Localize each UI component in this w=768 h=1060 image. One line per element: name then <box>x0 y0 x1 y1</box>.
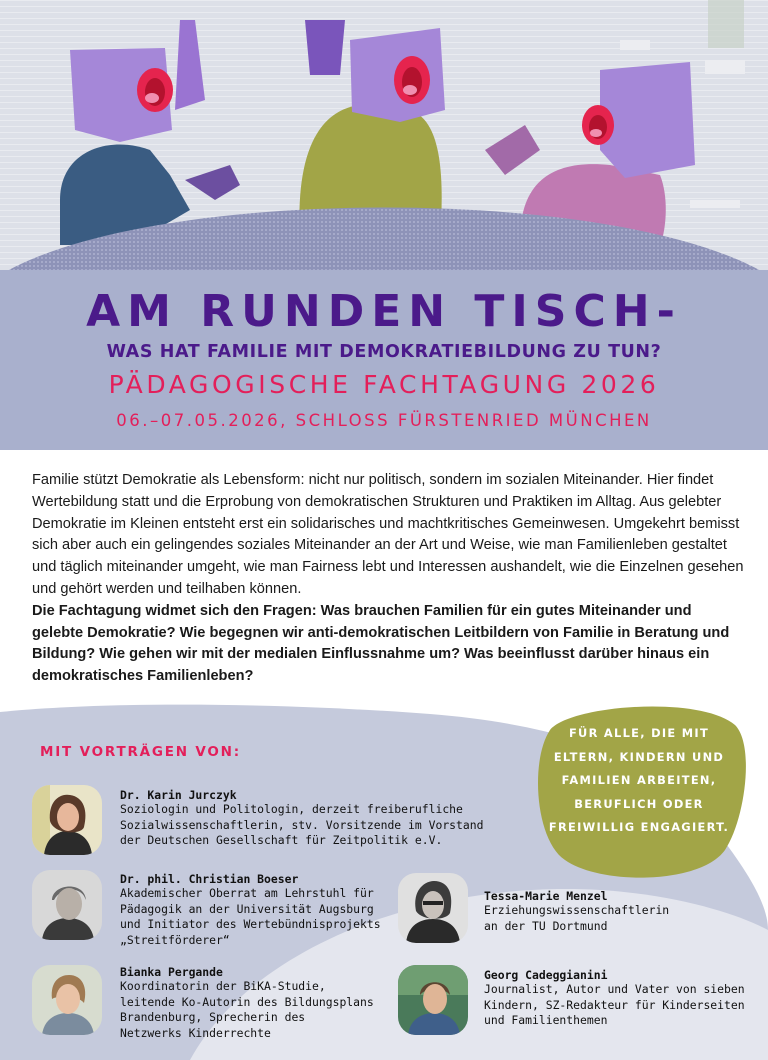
title-band <box>0 270 768 450</box>
round-table-illustration <box>0 0 768 300</box>
intro-questions: Die Fachtagung widmet sich den Fragen: Was brauchen Familien für ein gutes Miteinander und gelebte Demokratie? Wie begegnen wir anti-demokratischen Leitbildern von Familie in Beratung und Bildung? Wie gehen wir mit der medialen Einflussnahme um? Was beeinflusst darüber hinaus ein demokratisches Familienleben? <box>32 602 730 685</box>
hero-illustration <box>0 0 768 300</box>
intro-text <box>32 470 744 688</box>
speaker-name: Tessa-Marie Menzel <box>484 889 608 903</box>
speaker-description: Akademischer Oberrat am Lehrstuhl für Pädagogik an der Universität Augsburg und Initiator des Wertebündnisprojekts „Streitförderer“ <box>120 886 381 947</box>
avatar-karin-jurczyk <box>32 785 102 855</box>
sub-title: WAS HAT FAMILIE MIT DEMOKRATIEBILDUNG ZU TUN? <box>106 342 662 362</box>
audience-badge <box>530 700 748 880</box>
speaker-name: Dr. phil. Christian Boeser <box>120 872 299 886</box>
avatar-bianka-pergande <box>32 965 102 1035</box>
speaker-name: Bianka Pergande <box>120 965 223 979</box>
speaker-name: Dr. Karin Jurczyk <box>120 788 237 802</box>
main-title: AM RUNDEN TISCH- <box>86 286 682 337</box>
speaker-description: Soziologin und Politologin, derzeit freiberufliche Sozialwissenschaftlerin, stv. Vorsitzende im Vorstand der Deutschen Gesellschaft für Zeitpolitik e.V. <box>120 802 484 847</box>
speakers-heading: MIT VORTRÄGEN VON: <box>40 744 241 760</box>
avatar-georg-cadeggianini <box>398 965 468 1035</box>
event-date-location: 06.–07.05.2026, SCHLOSS FÜRSTENRIED MÜNCHEN <box>116 411 652 430</box>
avatar-tessa-marie-menzel <box>398 873 468 943</box>
speaker-description: Erziehungswissenschaftlerin an der TU Dortmund <box>484 903 670 933</box>
speaker-name: Georg Cadeggianini <box>484 968 608 982</box>
avatar-christian-boeser <box>32 870 102 940</box>
event-title: PÄDAGOGISCHE FACHTAGUNG 2026 <box>108 370 660 399</box>
intro-paragraph: Familie stützt Demokratie als Lebensform: nicht nur politisch, sondern im sozialen Miteinander. Hier findet Wertebildung statt und die Erprobung von demokratischen Strukturen und Praktiken im Alltag. Aus gelebter Demokratie im Kleinen entsteht erst ein solidarisches und machtkritisches Gemeinwesen. Umgekehrt bemisst sich aber auch ein gelingendes soziales Miteinander an der Art und Weise, wie man Familienleben gestaltet und täglich miteinander umgeht, wie man Fairness lebt und Interessen aushandelt, wie die Einzelnen gesehen und gehört werden und teilhaben können. <box>32 472 744 597</box>
audience-text: FÜR ALLE, DIE MIT ELTERN, KINDERN UND FAMILIEN ARBEITEN, BERUFLICH ODER FREIWILLIG ENGAGIERT. <box>548 726 730 834</box>
speaker-description: Journalist, Autor und Vater von sieben Kindern, SZ-Redakteur für Kinderseiten und Familienthemen <box>484 982 745 1027</box>
speaker-description: Koordinatorin der BiKA-Studie, leitende Ko-Autorin des Bildungsplans Brandenburg, Sprecherin des Netzwerks Kinderrechte <box>120 979 374 1040</box>
